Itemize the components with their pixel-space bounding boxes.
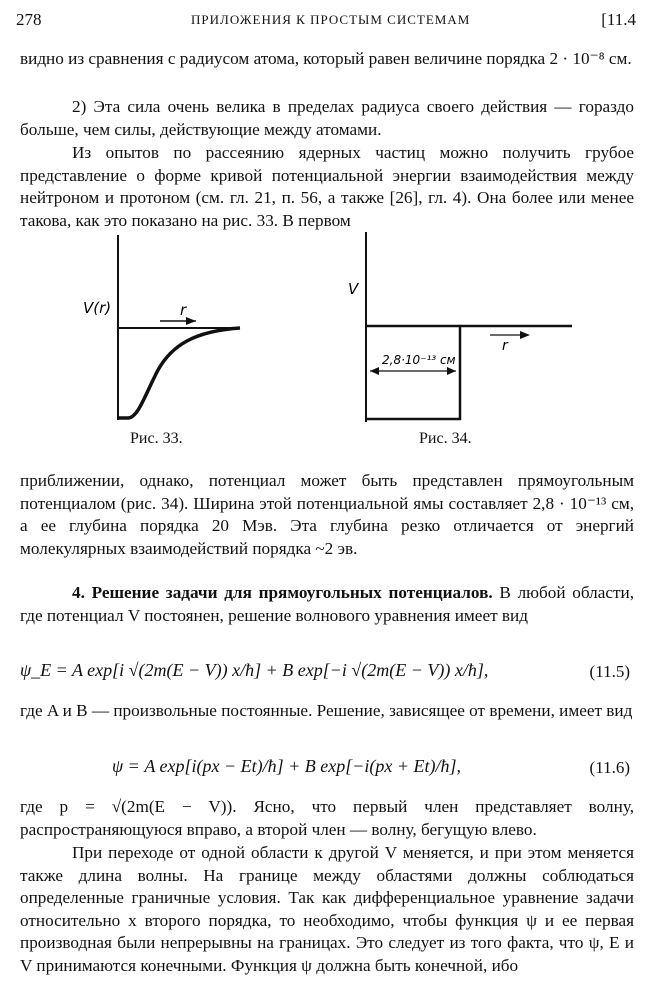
running-title: ПРИЛОЖЕНИЯ К ПРОСТЫМ СИСТЕМАМ <box>191 12 471 27</box>
paragraph-4: приближении, однако, потенциал может быть представлен прямоугольным потенциалом (рис. 34). Ширина этой потенциальной ямы составляет 2,8 · 10⁻¹³ см, а ее глубина порядка 20 Мэв. Эта глубина резко отличается от энергий молекулярных взаимодействий порядка ~2 эв. <box>20 471 634 558</box>
page-number: 278 <box>16 10 42 29</box>
equation-11-6 <box>20 748 634 792</box>
paragraph-5 <box>20 582 634 627</box>
equation-11-5 <box>20 652 634 696</box>
fig34-y-label: V <box>348 280 359 298</box>
paragraph-8: При переходе от одной области к другой V меняется, и при этом меняется также длина волны. На границе между областями должны соблюдаться определенные граничные условия. Так как дифференциальное уравнение задачи относительно x второго порядка, то необходимо, чтобы функция ψ и ее первая производная были непрерывны на границах. Это следует из того факта, что ψ, E и V принимаются конечными. Функция ψ должна быть конечной, ибо <box>20 843 634 975</box>
paragraph-5-body: В любой области, где потенциал V постоянен, решение волнового уравнения имеет вид <box>20 583 635 625</box>
paragraph-6: где A и B — произвольные постоянные. Решение, зависящее от времени, имеет вид <box>20 701 633 720</box>
equation-11-5-number: (11.5) <box>589 662 630 681</box>
paragraph-1: видно из сравнения с радиусом атома, который равен величине порядка 2 · 10⁻⁸ см. <box>20 49 632 68</box>
figure-33 <box>80 235 270 430</box>
equation-11-6-number: (11.6) <box>589 758 630 777</box>
paragraph-3: Из опытов по рассеянию ядерных частиц можно получить грубое представление о форме кривой потенциальной энергии взаимодействия между нейтроном и протоном (см. гл. 21, п. 56, а также [26], гл. 4). Она более или менее такова, как это показано на рис. 33. В первом <box>20 143 634 230</box>
paragraph-7: где p = √(2m(E − V)). Ясно, что первый член представляет волну, распространяющуюся вправо, а второй член — волну, бегущую влево. <box>20 797 634 839</box>
fig33-y-label: V(r) <box>83 299 112 317</box>
paragraph-2: 2) Эта сила очень велика в пределах радиуса своего действия — гораздо больше, чем силы, действующие между атомами. <box>20 97 634 139</box>
fig33-r-arrowhead <box>186 317 196 325</box>
fig34-r-label: r <box>502 338 508 354</box>
fig34-width-label: 2,8·10⁻¹³ см <box>382 353 456 367</box>
section-heading: 4. Решение задачи для прямоугольных потенциалов. <box>72 583 493 602</box>
equation-11-6-body: ψ = A exp[i(px − Et)/ħ] + B exp[−i(px + Et)/ħ], <box>112 756 462 776</box>
page-header <box>16 8 636 36</box>
fig33-potential-curve <box>118 328 240 418</box>
section-number: [11.4 <box>601 10 636 29</box>
fig33-caption: Рис. 33. <box>130 430 183 447</box>
fig33-r-label: r <box>180 301 187 319</box>
equation-11-5-body: ψ_E = A exp[i √(2m(E − V)) x/ħ] + B exp[−i √(2m(E − V)) x/ħ], <box>20 660 489 680</box>
fig34-caption: Рис. 34. <box>419 430 472 447</box>
figure-34 <box>340 232 580 427</box>
